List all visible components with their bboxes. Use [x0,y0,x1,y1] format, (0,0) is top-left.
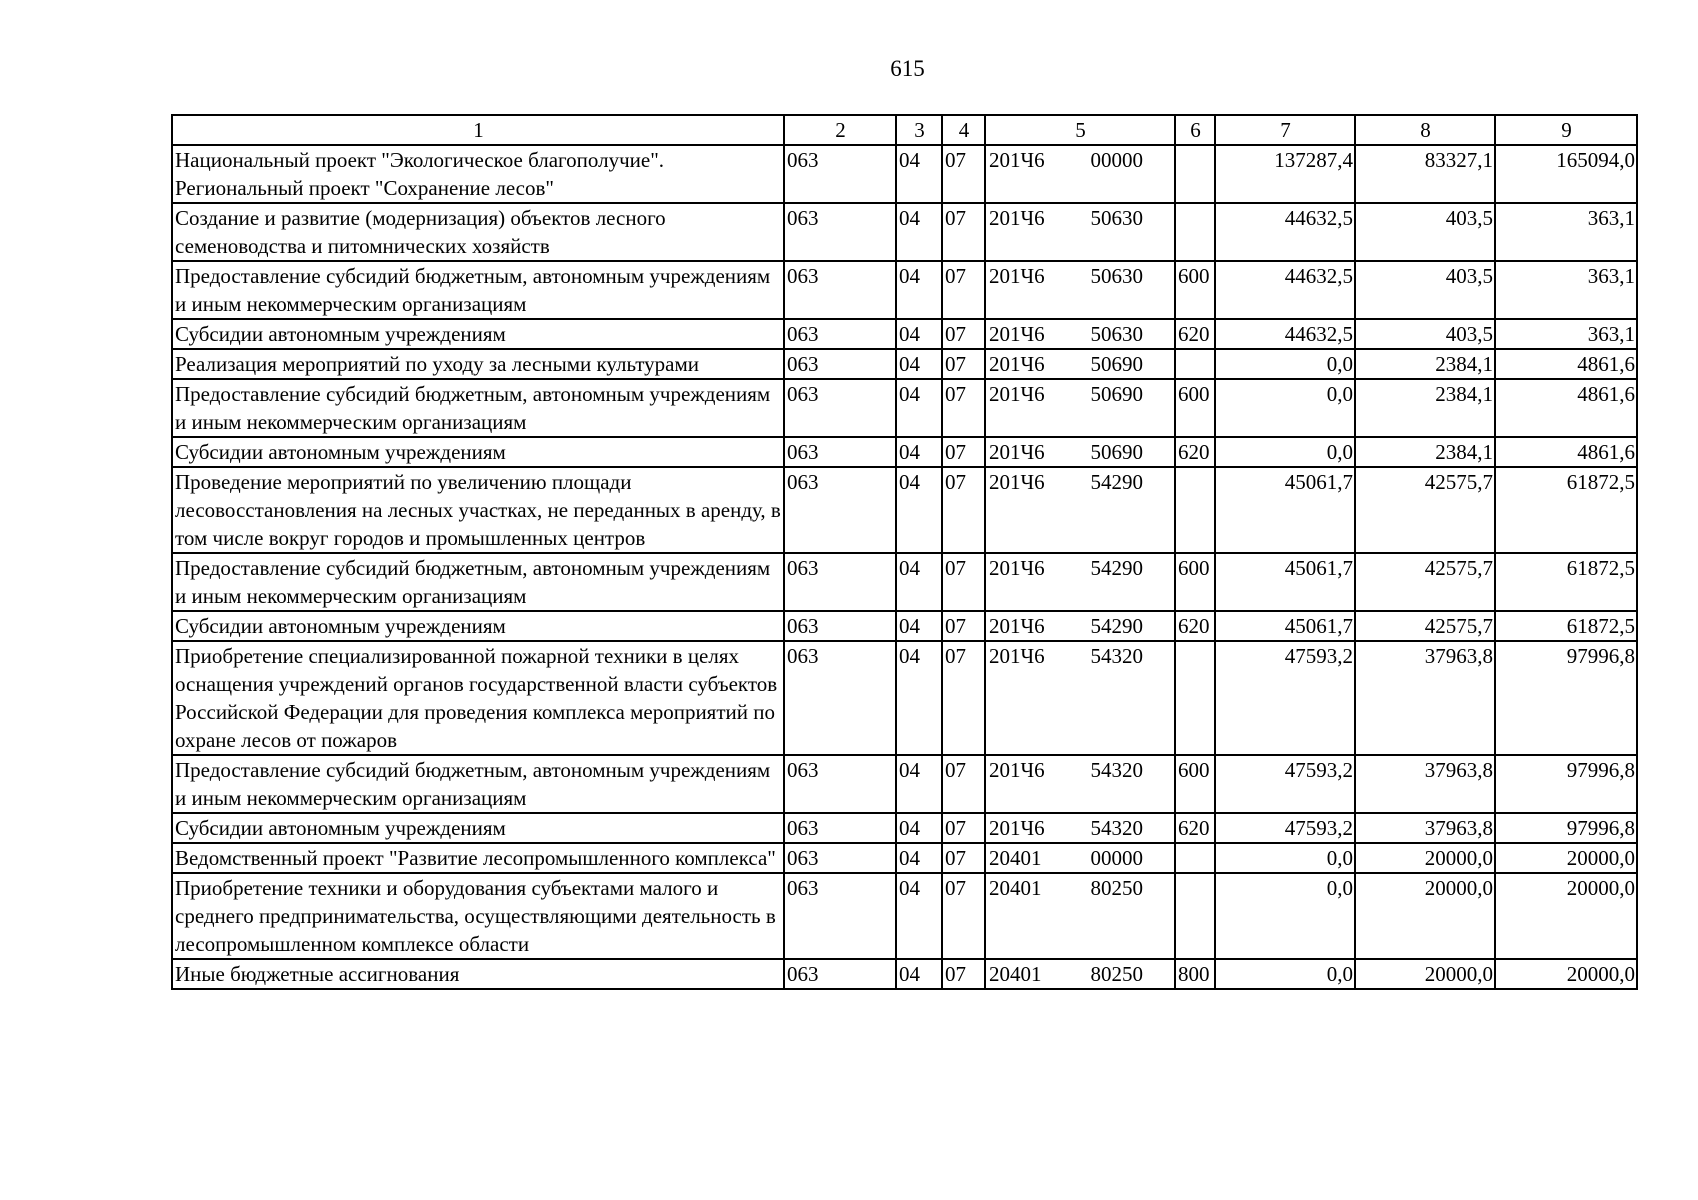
section-code: 04 [896,467,942,553]
admin-code: 063 [784,319,896,349]
amount-col8: 42575,7 [1355,611,1495,641]
subsection-code: 07 [942,467,985,553]
admin-code: 063 [784,959,896,989]
row-name: Субсидии автономным учреждениям [172,437,784,467]
amount-col8: 403,5 [1355,203,1495,261]
amount-col9: 4861,6 [1495,379,1637,437]
subsection-code: 07 [942,319,985,349]
expense-type-code [1175,873,1215,959]
amount-col7: 45061,7 [1215,611,1355,641]
target-article-program: 20401 [989,846,1042,870]
amount-col8: 37963,8 [1355,813,1495,843]
admin-code: 063 [784,755,896,813]
subsection-code: 07 [942,959,985,989]
amount-col8: 2384,1 [1355,349,1495,379]
target-article-program: 20401 [989,962,1042,986]
admin-code: 063 [784,349,896,379]
amount-col7: 0,0 [1215,437,1355,467]
header-cell: 9 [1495,115,1637,145]
admin-code: 063 [784,379,896,437]
amount-col9: 97996,8 [1495,755,1637,813]
row-name: Иные бюджетные ассигнования [172,959,784,989]
amount-col8: 2384,1 [1355,379,1495,437]
header-cell: 2 [784,115,896,145]
section-code: 04 [896,553,942,611]
amount-col8: 37963,8 [1355,755,1495,813]
expense-type-code: 620 [1175,611,1215,641]
amount-col9: 20000,0 [1495,873,1637,959]
target-article-direction: 54290 [1090,556,1143,580]
subsection-code: 07 [942,755,985,813]
amount-col7: 137287,4 [1215,145,1355,203]
admin-code: 063 [784,145,896,203]
row-name: Предоставление субсидий бюджетным, автономным учреждениям и иным некоммерческим организациям [172,379,784,437]
target-article-code [985,873,1175,959]
expense-type-code: 600 [1175,261,1215,319]
target-article-direction: 50630 [1090,322,1143,346]
admin-code: 063 [784,261,896,319]
expense-type-code [1175,641,1215,755]
row-name: Приобретение специализированной пожарной техники в целях оснащения учреждений органов государственной власти субъектов Российской Федерации для проведения комплекса мероприятий по охране лесов от пожаров [172,641,784,755]
target-article-direction: 50690 [1090,440,1143,464]
amount-col8: 20000,0 [1355,843,1495,873]
admin-code: 063 [784,203,896,261]
target-article-program: 20401 [989,876,1042,900]
section-code: 04 [896,319,942,349]
row-name: Проведение мероприятий по увеличению площади лесовосстановления на лесных участках, не переданных в аренду, в том числе вокруг городов и промышленных центров [172,467,784,553]
target-article-program: 201Ч6 [989,352,1045,376]
amount-col9: 61872,5 [1495,467,1637,553]
section-code: 04 [896,379,942,437]
target-article-direction: 50690 [1090,352,1143,376]
table-row [172,755,1637,813]
target-article-direction: 00000 [1090,148,1143,172]
target-article-direction: 54290 [1090,470,1143,494]
row-name: Предоставление субсидий бюджетным, автономным учреждениям и иным некоммерческим организациям [172,553,784,611]
amount-col9: 4861,6 [1495,437,1637,467]
target-article-program: 201Ч6 [989,148,1045,172]
header-cell: 6 [1175,115,1215,145]
budget-table [171,114,1638,990]
table-row [172,641,1637,755]
header-cell: 1 [172,115,784,145]
admin-code: 063 [784,641,896,755]
row-name: Субсидии автономным учреждениям [172,319,784,349]
amount-col9: 363,1 [1495,319,1637,349]
amount-col7: 44632,5 [1215,319,1355,349]
amount-col8: 403,5 [1355,261,1495,319]
header-cell: 7 [1215,115,1355,145]
target-article-program: 201Ч6 [989,322,1045,346]
amount-col7: 44632,5 [1215,261,1355,319]
expense-type-code [1175,467,1215,553]
target-article-program: 201Ч6 [989,758,1045,782]
table-row [172,261,1637,319]
subsection-code: 07 [942,553,985,611]
page-number: 615 [890,56,925,81]
subsection-code: 07 [942,145,985,203]
target-article-direction: 50630 [1090,206,1143,230]
section-code: 04 [896,813,942,843]
target-article-code [985,467,1175,553]
table-row [172,437,1637,467]
section-code: 04 [896,349,942,379]
admin-code: 063 [784,553,896,611]
target-article-code [985,755,1175,813]
target-article-code [985,437,1175,467]
amount-col9: 61872,5 [1495,553,1637,611]
amount-col9: 97996,8 [1495,813,1637,843]
target-article-program: 201Ч6 [989,470,1045,494]
table-row [172,813,1637,843]
section-code: 04 [896,843,942,873]
admin-code: 063 [784,873,896,959]
amount-col7: 47593,2 [1215,641,1355,755]
admin-code: 063 [784,843,896,873]
amount-col9: 363,1 [1495,261,1637,319]
amount-col7: 44632,5 [1215,203,1355,261]
amount-col7: 0,0 [1215,843,1355,873]
subsection-code: 07 [942,641,985,755]
target-article-program: 201Ч6 [989,264,1045,288]
amount-col8: 2384,1 [1355,437,1495,467]
target-article-code [985,203,1175,261]
subsection-code: 07 [942,349,985,379]
row-name: Субсидии автономным учреждениям [172,611,784,641]
amount-col7: 47593,2 [1215,813,1355,843]
subsection-code: 07 [942,379,985,437]
expense-type-code: 600 [1175,553,1215,611]
subsection-code: 07 [942,843,985,873]
header-cell: 8 [1355,115,1495,145]
table-row [172,553,1637,611]
table-row [172,203,1637,261]
section-code: 04 [896,437,942,467]
expense-type-code: 620 [1175,813,1215,843]
expense-type-code [1175,203,1215,261]
section-code: 04 [896,641,942,755]
amount-col9: 20000,0 [1495,959,1637,989]
amount-col7: 47593,2 [1215,755,1355,813]
target-article-direction: 54320 [1090,644,1143,668]
table-row [172,145,1637,203]
amount-col7: 0,0 [1215,873,1355,959]
subsection-code: 07 [942,873,985,959]
table-row [172,319,1637,349]
section-code: 04 [896,959,942,989]
target-article-direction: 54320 [1090,816,1143,840]
target-article-code [985,611,1175,641]
expense-type-code: 620 [1175,319,1215,349]
expense-type-code: 600 [1175,379,1215,437]
target-article-program: 201Ч6 [989,644,1045,668]
target-article-code [985,813,1175,843]
target-article-program: 201Ч6 [989,440,1045,464]
admin-code: 063 [784,467,896,553]
header-row [172,115,1637,145]
section-code: 04 [896,203,942,261]
amount-col9: 363,1 [1495,203,1637,261]
amount-col9: 97996,8 [1495,641,1637,755]
target-article-code [985,843,1175,873]
expense-type-code: 600 [1175,755,1215,813]
expense-type-code: 800 [1175,959,1215,989]
target-article-direction: 50630 [1090,264,1143,288]
target-article-code [985,379,1175,437]
header-cell: 3 [896,115,942,145]
expense-type-code: 620 [1175,437,1215,467]
subsection-code: 07 [942,813,985,843]
row-name: Создание и развитие (модернизация) объектов лесного семеноводства и питомнических хозяйств [172,203,784,261]
table-row [172,467,1637,553]
amount-col8: 83327,1 [1355,145,1495,203]
target-article-program: 201Ч6 [989,816,1045,840]
amount-col9: 20000,0 [1495,843,1637,873]
section-code: 04 [896,145,942,203]
row-name: Национальный проект "Экологическое благополучие". Региональный проект "Сохранение лесов" [172,145,784,203]
amount-col8: 42575,7 [1355,467,1495,553]
target-article-program: 201Ч6 [989,206,1045,230]
target-article-code [985,349,1175,379]
subsection-code: 07 [942,261,985,319]
amount-col8: 37963,8 [1355,641,1495,755]
row-name: Субсидии автономным учреждениям [172,813,784,843]
table-row [172,873,1637,959]
expense-type-code [1175,843,1215,873]
amount-col9: 61872,5 [1495,611,1637,641]
target-article-code [985,261,1175,319]
target-article-direction: 50690 [1090,382,1143,406]
amount-col8: 42575,7 [1355,553,1495,611]
row-name: Ведомственный проект "Развитие лесопромышленного комплекса" [172,843,784,873]
target-article-code [985,145,1175,203]
expense-type-code [1175,145,1215,203]
target-article-code [985,959,1175,989]
amount-col8: 20000,0 [1355,873,1495,959]
section-code: 04 [896,261,942,319]
expense-type-code [1175,349,1215,379]
subsection-code: 07 [942,203,985,261]
header-cell: 5 [985,115,1175,145]
amount-col8: 20000,0 [1355,959,1495,989]
amount-col9: 165094,0 [1495,145,1637,203]
admin-code: 063 [784,611,896,641]
target-article-direction: 54320 [1090,758,1143,782]
target-article-code [985,641,1175,755]
target-article-direction: 80250 [1090,876,1143,900]
section-code: 04 [896,873,942,959]
target-article-direction: 54290 [1090,614,1143,638]
table-row [172,349,1637,379]
amount-col7: 45061,7 [1215,553,1355,611]
amount-col7: 0,0 [1215,959,1355,989]
admin-code: 063 [784,813,896,843]
amount-col7: 0,0 [1215,349,1355,379]
row-name: Предоставление субсидий бюджетным, автономным учреждениям и иным некоммерческим организациям [172,755,784,813]
table-row [172,379,1637,437]
target-article-code [985,319,1175,349]
amount-col7: 45061,7 [1215,467,1355,553]
amount-col8: 403,5 [1355,319,1495,349]
table-row [172,611,1637,641]
header-cell: 4 [942,115,985,145]
subsection-code: 07 [942,611,985,641]
target-article-program: 201Ч6 [989,614,1045,638]
subsection-code: 07 [942,437,985,467]
row-name: Реализация мероприятий по уходу за лесными культурами [172,349,784,379]
row-name: Предоставление субсидий бюджетным, автономным учреждениям и иным некоммерческим организациям [172,261,784,319]
section-code: 04 [896,611,942,641]
row-name: Приобретение техники и оборудования субъектами малого и среднего предпринимательства, осуществляющими деятельность в лесопромышленном комплексе области [172,873,784,959]
table-row [172,959,1637,989]
target-article-program: 201Ч6 [989,556,1045,580]
target-article-direction: 00000 [1090,846,1143,870]
table-row [172,843,1637,873]
admin-code: 063 [784,437,896,467]
target-article-program: 201Ч6 [989,382,1045,406]
target-article-direction: 80250 [1090,962,1143,986]
target-article-code [985,553,1175,611]
amount-col9: 4861,6 [1495,349,1637,379]
table-body [172,145,1637,989]
section-code: 04 [896,755,942,813]
amount-col7: 0,0 [1215,379,1355,437]
